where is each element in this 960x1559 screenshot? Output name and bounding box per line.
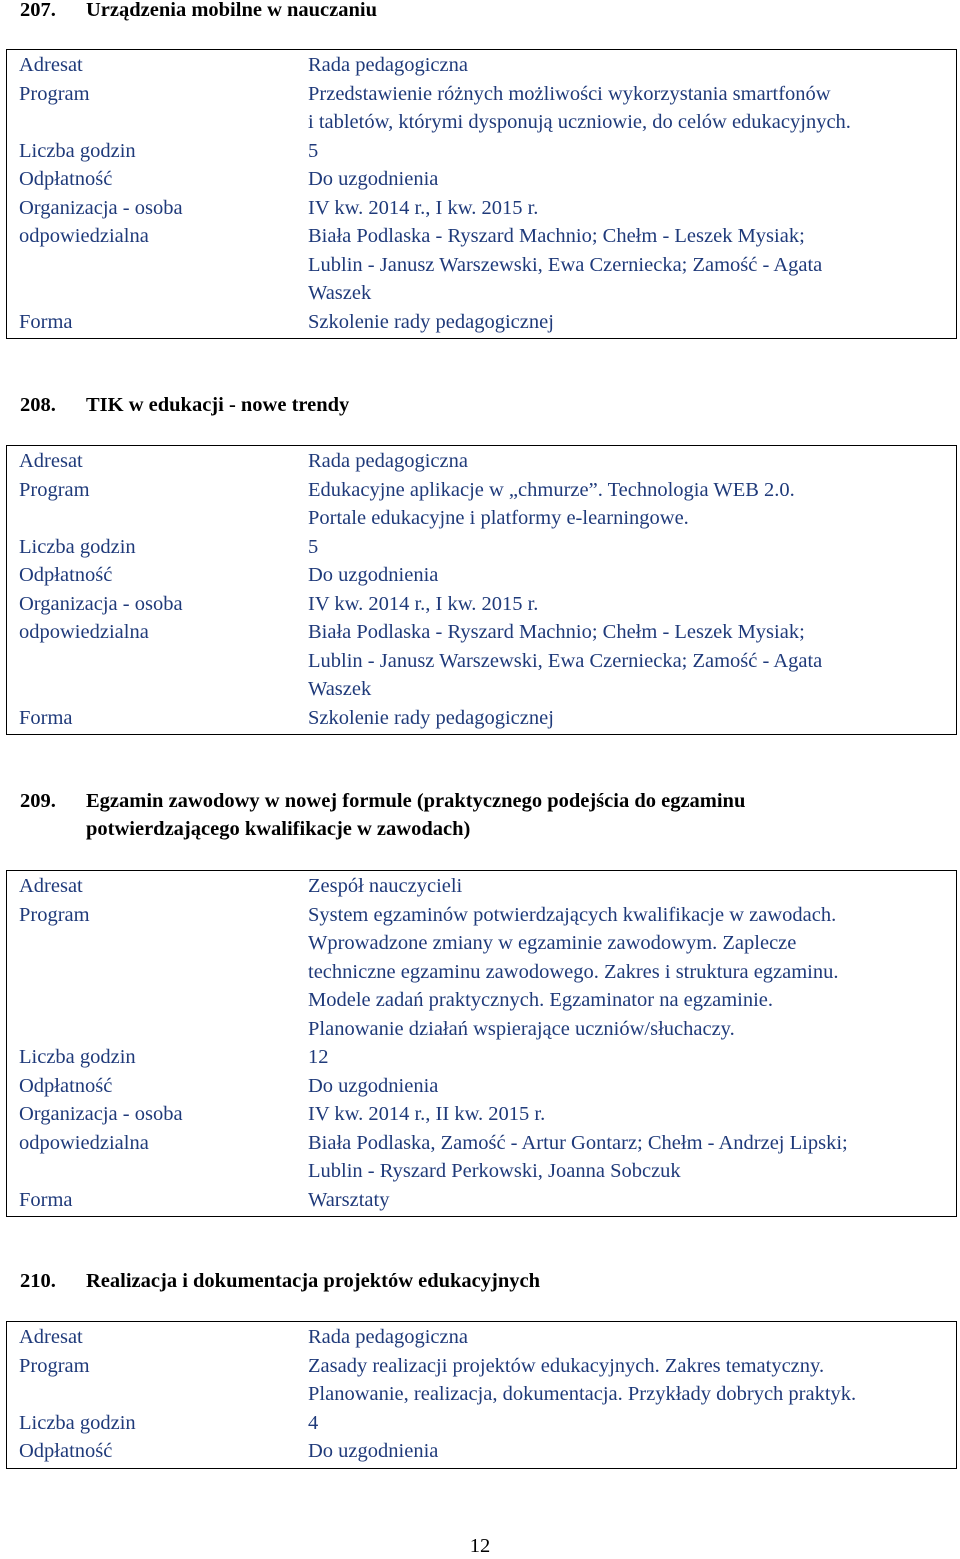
row-label: Program [19, 903, 90, 926]
row-value: Do uzgodnienia [308, 564, 439, 586]
row-label: Liczba godzin [19, 1046, 136, 1068]
row-label: Adresat [19, 875, 83, 897]
row-value: Rada pedagogiczna [308, 450, 468, 472]
table-row [7, 561, 957, 590]
info-table [6, 445, 957, 735]
section-number: 210. [20, 1270, 56, 1292]
table-row [7, 1186, 957, 1217]
table-row [7, 476, 957, 533]
table-row [7, 1072, 957, 1101]
row-label: Organizacja - osoba odpowiedzialna [19, 592, 183, 643]
info-table [6, 49, 957, 339]
row-value: 5 [308, 139, 319, 162]
row-label: Program [19, 82, 90, 105]
row-label: Odpłatność [19, 1440, 113, 1462]
section-heading [20, 0, 957, 24]
table-row [7, 871, 957, 901]
table-row [7, 1100, 957, 1186]
row-label: Forma [19, 310, 73, 333]
row-label: Organizacja - osoba odpowiedzialna [19, 196, 183, 247]
row-value: Do uzgodnienia [308, 1074, 439, 1097]
row-label: Adresat [19, 450, 83, 472]
section-title: TIK w edukacji - nowe trendy [86, 394, 350, 416]
row-value: System egzaminów potwierdzających kwalifikacje w zawodach. Wprowadzone zmiany w egzaminie zawodowym. Zaplecze techniczne egzaminu zawodowego. Zakres i struktura egzaminu. Modele zadań praktycznych. Egzaminator na egzaminie. Planowanie działań wspierające uczniów/słuchaczy. [308, 903, 839, 1040]
table-row [7, 80, 957, 137]
row-value: Warsztaty [308, 1188, 390, 1211]
section-heading [20, 391, 957, 419]
page-number: 12 [469, 1535, 491, 1557]
row-value: IV kw. 2014 r., II kw. 2015 r. Biała Podlaska, Zamość - Artur Gontarz; Chełm - Andrzej Lipski; Lublin - Ryszard Perkowski, Joanna Sobczuk [308, 1103, 848, 1182]
table-row [7, 446, 957, 476]
table-row [7, 533, 957, 562]
section-number: 208. [20, 394, 56, 416]
row-label: Adresat [19, 1326, 83, 1348]
row-label: Adresat [19, 54, 83, 76]
section-number: 209. [20, 790, 56, 812]
table-row [7, 308, 957, 339]
row-value: Przedstawienie różnych możliwości wykorzystania smartfonów i tabletów, którymi dysponują uczniowie, do celów edukacyjnych. [308, 82, 851, 133]
table-row [7, 590, 957, 704]
row-label: Program [19, 1354, 90, 1377]
section-heading [20, 787, 957, 843]
row-value: Zasady realizacji projektów edukacyjnych. Zakres tematyczny. Planowanie, realizacja, dokumentacja. Przykłady dobrych praktyk. [308, 1354, 857, 1405]
row-value: 4 [308, 1411, 319, 1434]
row-value: 12 [308, 1046, 329, 1068]
table-row [7, 1322, 957, 1352]
section-number: 207. [20, 0, 56, 21]
row-value: IV kw. 2014 r., I kw. 2015 r. Biała Podlaska - Ryszard Machnio; Chełm - Leszek Mysiak; Lublin - Janusz Warszewski, Ewa Czerniecka; Zamość - Agata Waszek [308, 196, 823, 304]
row-value: Zespół nauczycieli [308, 875, 463, 897]
table-row [7, 901, 957, 1044]
row-label: Liczba godzin [19, 139, 136, 162]
table-row [7, 194, 957, 308]
section-title: Egzamin zawodowy w nowej formule (praktycznego podejścia do egzaminu potwierdzającego kwalifikacje w zawodach) [86, 790, 746, 840]
row-value: 5 [308, 535, 319, 558]
row-value: Edukacyjne aplikacje w „chmurze”. Technologia WEB 2.0. Portale edukacyjne i platformy e-learningowe. [308, 478, 795, 529]
row-label: Program [19, 478, 90, 501]
row-value: IV kw. 2014 r., I kw. 2015 r. Biała Podlaska - Ryszard Machnio; Chełm - Leszek Mysiak; Lublin - Janusz Warszewski, Ewa Czerniecka; Zamość - Agata Waszek [308, 592, 823, 700]
row-label: Forma [19, 1188, 73, 1211]
row-label: Odpłatność [19, 564, 113, 586]
table-row [7, 1409, 957, 1438]
row-label: Odpłatność [19, 1074, 113, 1097]
table-row [7, 1043, 957, 1072]
row-value: Do uzgodnienia [308, 168, 439, 190]
row-label: Liczba godzin [19, 535, 136, 558]
row-label: Liczba godzin [19, 1411, 136, 1434]
section-title: Urządzenia mobilne w nauczaniu [86, 0, 377, 21]
section-heading [20, 1267, 957, 1295]
table-row [7, 704, 957, 735]
row-label: Odpłatność [19, 168, 113, 190]
row-value: Szkolenie rady pedagogicznej [308, 310, 554, 333]
table-row [7, 1352, 957, 1409]
table-row [7, 1437, 957, 1468]
table-row [7, 165, 957, 194]
section-title: Realizacja i dokumentacja projektów edukacyjnych [86, 1270, 541, 1292]
table-row [7, 137, 957, 166]
row-value: Rada pedagogiczna [308, 54, 468, 76]
table-row [7, 50, 957, 80]
row-value: Szkolenie rady pedagogicznej [308, 706, 554, 729]
row-value: Do uzgodnienia [308, 1440, 439, 1462]
row-label: Forma [19, 706, 73, 729]
info-table [6, 1321, 957, 1469]
info-table [6, 870, 957, 1217]
row-label: Organizacja - osoba odpowiedzialna [19, 1103, 183, 1154]
row-value: Rada pedagogiczna [308, 1326, 468, 1348]
